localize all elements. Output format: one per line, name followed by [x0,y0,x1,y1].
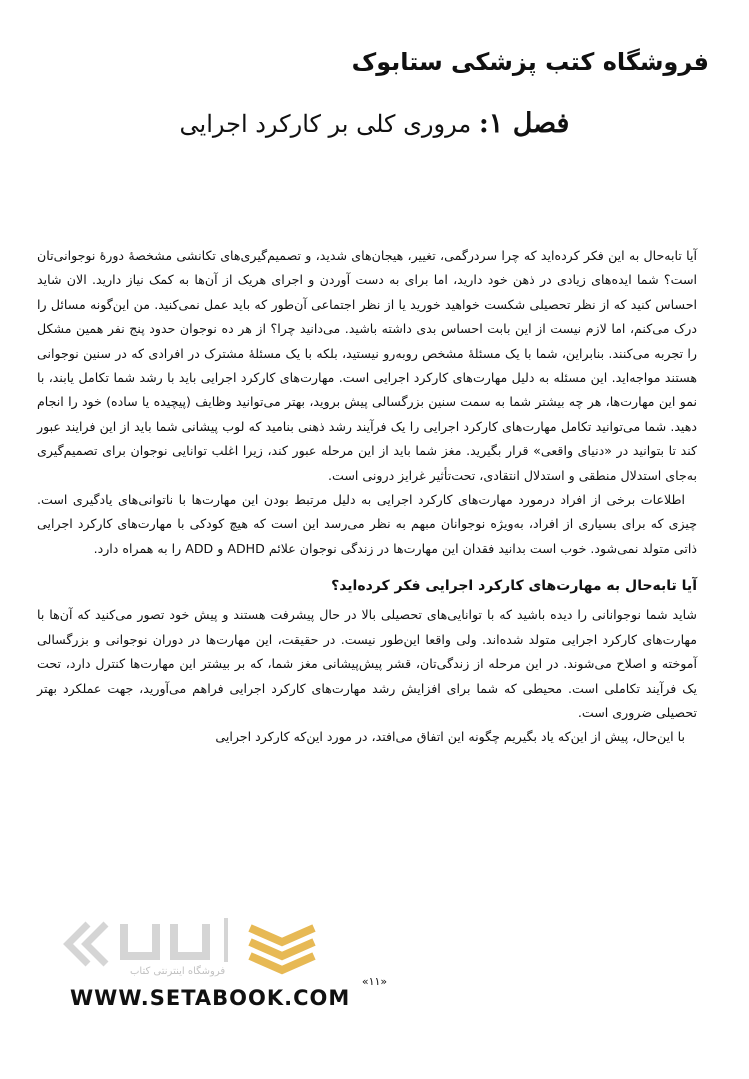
section-heading: آیا تابه‌حال به مهارت‌های کارکرد اجرایی فکر کرده‌اید؟ [331,578,697,595]
setabook-logo-watermark [60,910,390,980]
brand-letters-icon [120,918,228,962]
chapter-number-label: فصل ۱: [478,108,570,139]
paragraph: اطلاعات برخی از افراد درمورد مهارت‌های کارکرد اجرایی به دلیل مرتبط بودن این مهارت‌ها با ناتوانی‌های یادگیری است. چیزی که برای بسیاری از افراد، به‌ویژه نوجوانان مبهم به نظر می‌رسد این است که هیچ کودکی با مهارت‌های کارکرد اجرایی ذاتی متولد نمی‌شود. خوب است بدانید فقدان این مهارت‌ها در زندگی نوجوان علائم ADHD و ADD را به همراه دارد. [37,492,697,556]
page-number: «۱۱» [361,975,388,988]
paragraph: با این‌حال، پیش از این‌که یاد بگیریم چگونه این اتفاق می‌افتد، در مورد این‌که کارکرد اجرایی [215,729,685,745]
website-url[interactable]: WWW.SETABOOK.COM [70,986,351,1010]
body-text [37,244,697,750]
paragraph: شاید شما نوجوانانی را دیده باشید که با توانایی‌های تحصیلی بالا در حال پیشرفت هستند و پیش خود تصور می‌کنید که آن‌ها با مهارت‌های کارکرد اجرایی متولد شده‌اند. ولی واقعا این‌طور نیست. در حقیقت، این مهارت‌ها در دوران نوجوانی و بزرگسالی آموخته و اصلاح می‌شوند. در این مرحله از زندگی‌تان، قشر پیش‌پیشانی مغز شما، که بر بیشتر این مهارت‌ها کنترل دارد، تحت یک فرآیند تکاملی است. محیطی که شما برای افزایش رشد مهارت‌های کارکرد اجرایی فراهم می‌آورید، جهت عملکرد بهتر تحصیلی ضروری است. [37,607,697,720]
chapter-title-text: مروری کلی بر کارکرد اجرایی [179,110,472,138]
paragraph: آیا تابه‌حال به این فکر کرده‌اید که چرا سردرگمی، تغییر، هیجان‌های شدید، و تصمیم‌گیری‌های تکانشی مشخصهٔ دورهٔ نوجوانی‌تان است؟ شما ایده‌های زیادی در ذهن خود دارید، اما برای به دست آوردن و اجرای هریک از آن‌ها به کمک نیاز دارید. الان شاید احساس کنید که از نظر تحصیلی شکست خواهید خورید یا از نظر اجتماعی آن‌طور که باید عمل نمی‌کنید. من این‌گونه مسائل را درک می‌کنم، اما لازم نیست از این بابت احساس بدی داشته باشید. می‌دانید چرا؟ از هر ده نوجوان حدود پنج نفر همین مشکل را تجربه می‌کنند. بنابراین، شما با یک مسئلهٔ مشخص روبه‌رو نیستید، بلکه با یک مسئلهٔ مشترک در افرادی که در سنین نوجوانی هستند مواجه‌اید. این مسئله به دلیل مهارت‌های کارکرد اجرایی است. مهارت‌های کارکرد اجرایی باید با رشد شما تکامل یابند، با نمو این مهارت‌ها، هر چه بیشتر شما به سمت سنین بزرگسالی پیش بروید، بهتر می‌توانید وظایف (پیچیده یا ساده) خود را انجام دهید. شما می‌توانید تکامل مهارت‌های کارکرد اجرایی را یک فرآیند رشد ذهنی بنامید که لوب پیشانی شما باید از این فرایند عبور کند تا بتوانید در «دنیای واقعی» قرار بگیرید. مغز شما باید از این مرحله عبور کند، زیرا اغلب توانایی نوجوان برای تصمیم‌گیری به‌جای استدلال منطقی و استدلال انتقادی، تحت‌تأثیر غرایز درونی است. [37,248,697,483]
watermark-tagline: فروشگاه اینترنتی کتاب [130,966,226,977]
store-name-header: فروشگاه کتب پزشکی ستابوک [351,48,709,76]
chapter-title [0,108,749,139]
chevrons-icon [68,924,106,964]
book-stack-icon [250,928,314,970]
